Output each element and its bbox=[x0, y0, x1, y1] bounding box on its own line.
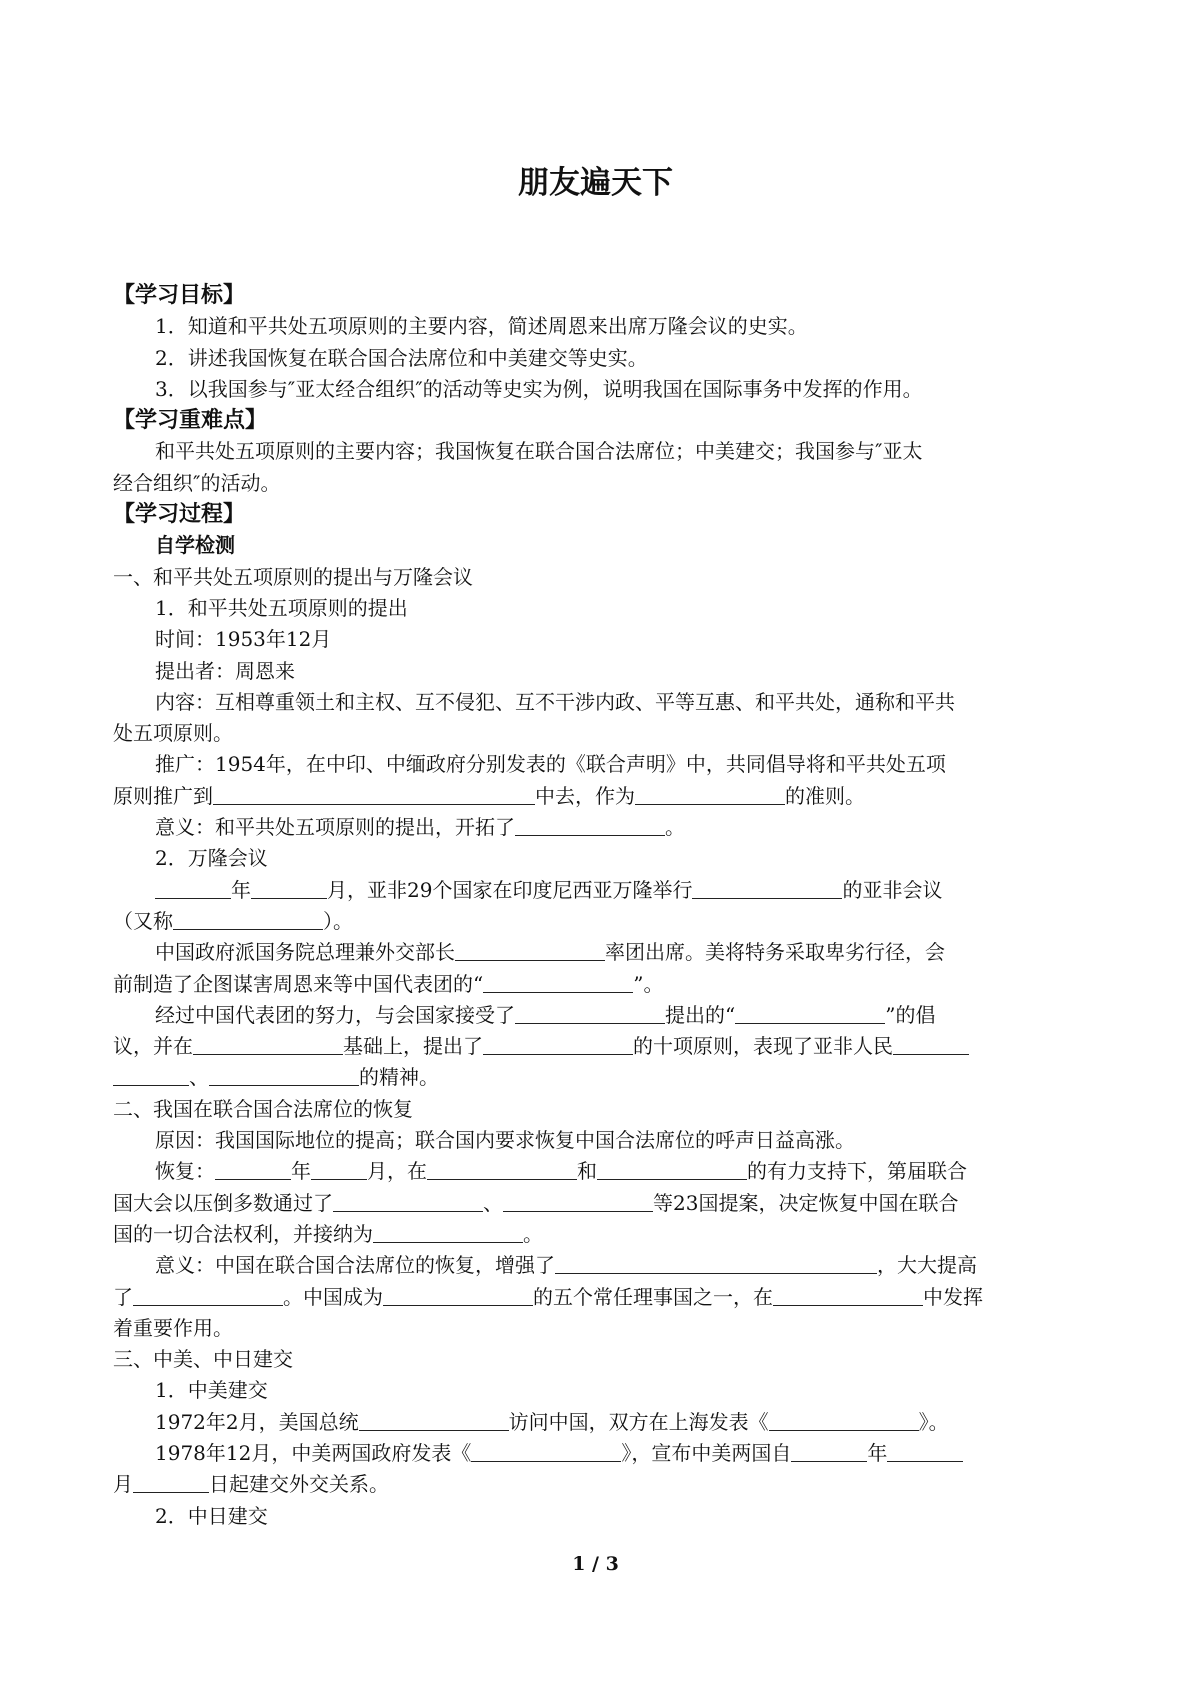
part2-restore bbox=[113, 1156, 1085, 1187]
fill-blank[interactable] bbox=[635, 783, 785, 805]
fill-blank[interactable] bbox=[113, 1064, 189, 1086]
text-segment: 日起建交外交关系。 bbox=[209, 1472, 389, 1497]
objective-item: 2．讲述我国恢复在联合国合法席位和中美建交等史实。 bbox=[155, 345, 648, 370]
part2-restore bbox=[113, 1219, 1085, 1250]
part3-sub1: 1．中美建交 bbox=[155, 1378, 268, 1403]
part1-content: 内容：互相尊重领土和主权、互不侵犯、互不干涉内政、平等互惠、和平共处，通称和平共 bbox=[155, 689, 955, 714]
page-number: 1 / 3 bbox=[572, 1553, 619, 1575]
part2-restore bbox=[113, 1188, 1085, 1219]
part2-reason: 原因：我国国际地位的提高；联合国内要求恢复中国合法席位的呼声日益高涨。 bbox=[155, 1128, 855, 1153]
text-segment: ）。 bbox=[323, 908, 353, 933]
text-segment: 、 bbox=[189, 1065, 209, 1090]
text-segment: 前制造了企图谋害周恩来等中国代表团的“ bbox=[113, 971, 484, 996]
objective-item: 1．知道和平共处五项原则的主要内容，简述周恩来出席万隆会议的史实。 bbox=[155, 314, 808, 339]
part1-content: 处五项原则。 bbox=[113, 721, 233, 746]
bandung-line bbox=[113, 1062, 1085, 1093]
text-segment: 基础上，提出了 bbox=[343, 1034, 483, 1059]
us-relations-line bbox=[113, 1407, 1085, 1438]
fill-blank[interactable] bbox=[173, 908, 323, 930]
fill-blank[interactable] bbox=[133, 1471, 209, 1493]
us-relations-line bbox=[113, 1469, 1085, 1500]
text-segment: 年 bbox=[231, 877, 251, 902]
fill-blank[interactable] bbox=[555, 1252, 877, 1274]
part3-sub2: 2．中日建交 bbox=[155, 1503, 268, 1528]
text-segment: ”的倡 bbox=[885, 1002, 936, 1027]
fill-blank[interactable] bbox=[597, 1158, 747, 1180]
bandung-line bbox=[113, 937, 1085, 968]
fill-blank[interactable] bbox=[692, 877, 842, 899]
text-segment: 月，在 bbox=[367, 1159, 427, 1184]
text-segment: 中去，作为 bbox=[535, 783, 635, 808]
fill-blank[interactable] bbox=[333, 1190, 483, 1212]
bandung-line bbox=[113, 969, 1085, 1000]
text-segment: 》，宣布中美两国自 bbox=[621, 1440, 792, 1465]
text-segment: 和 bbox=[577, 1159, 597, 1184]
text-segment: 国的一切合法权利，并接纳为 bbox=[113, 1221, 373, 1246]
fill-blank[interactable] bbox=[893, 1033, 969, 1055]
text-segment: 意义：和平共处五项原则的提出，开拓了 bbox=[155, 815, 515, 840]
text-segment: 月，亚非29个国家在印度尼西亚万隆举行 bbox=[327, 877, 693, 902]
text-segment: 提出的“ bbox=[665, 1002, 736, 1027]
keypoints-text: 和平共处五项原则的主要内容；我国恢复在联合国合法席位；中美建交；我国参与″亚太 bbox=[155, 439, 923, 464]
fill-blank[interactable] bbox=[503, 1190, 653, 1212]
text-segment: 的有力支持下，第届联合 bbox=[747, 1159, 967, 1184]
page-title: 朋友遍天下 bbox=[518, 165, 673, 201]
document-body bbox=[113, 280, 1085, 1532]
objectives-heading: 【学习目标】 bbox=[113, 283, 246, 308]
text-segment: 的十项原则，表现了亚非人民 bbox=[633, 1034, 893, 1059]
fill-blank[interactable] bbox=[193, 1033, 343, 1055]
text-segment: 的亚非会议 bbox=[842, 877, 943, 902]
text-segment: 中国政府派国务院总理兼外交部长 bbox=[155, 940, 455, 965]
fill-blank[interactable] bbox=[359, 1409, 509, 1431]
fill-blank[interactable] bbox=[773, 1284, 923, 1306]
part2-title: 二、我国在联合国合法席位的恢复 bbox=[113, 1096, 413, 1121]
part1-title: 一、和平共处五项原则的提出与万隆会议 bbox=[113, 564, 473, 589]
fill-blank[interactable] bbox=[515, 1002, 665, 1024]
keypoints-heading: 【学习重难点】 bbox=[113, 408, 268, 434]
text-segment: 的精神。 bbox=[359, 1065, 439, 1090]
fill-blank[interactable] bbox=[791, 1440, 867, 1462]
text-segment: 国大会以压倒多数通过了 bbox=[113, 1190, 333, 1215]
text-segment: 的准则。 bbox=[785, 783, 865, 808]
part2-meaning: 着重要作用。 bbox=[113, 1315, 233, 1340]
text-segment: 中发挥 bbox=[923, 1284, 983, 1309]
part1-proposer: 提出者：周恩来 bbox=[155, 658, 295, 683]
part3-title: 三、中美、中日建交 bbox=[113, 1347, 293, 1372]
us-relations-line bbox=[113, 1438, 1085, 1469]
bandung-line bbox=[113, 875, 1085, 906]
part1-promotion bbox=[113, 781, 1085, 812]
fill-blank[interactable] bbox=[373, 1221, 523, 1243]
text-segment: （又称 bbox=[113, 908, 173, 933]
part1-sub2: 2．万隆会议 bbox=[155, 846, 268, 871]
text-segment: 率团出席。美将特务采取卑劣行径，会 bbox=[605, 940, 945, 965]
text-segment: 议，并在 bbox=[113, 1034, 193, 1059]
text-segment: 》。 bbox=[918, 1409, 949, 1434]
objective-item: 3．以我国参与″亚太经合组织″的活动等史实为例，说明我国在国际事务中发挥的作用。 bbox=[155, 376, 923, 401]
text-segment: 年 bbox=[867, 1440, 888, 1465]
fill-blank[interactable] bbox=[769, 1409, 919, 1431]
part1-sub1: 1．和平共处五项原则的提出 bbox=[155, 595, 408, 620]
part1-time: 时间：1953年12月 bbox=[155, 627, 332, 652]
text-segment: 原则推广到 bbox=[113, 783, 213, 808]
fill-blank[interactable] bbox=[213, 783, 535, 805]
fill-blank[interactable] bbox=[483, 1033, 633, 1055]
part2-meaning bbox=[113, 1250, 1085, 1281]
text-segment: ，大大提高 bbox=[877, 1253, 977, 1278]
text-segment: 了 bbox=[113, 1284, 133, 1309]
bandung-line bbox=[113, 906, 1085, 937]
text-segment: 。中国成为 bbox=[283, 1284, 383, 1309]
text-segment: 恢复： bbox=[155, 1159, 215, 1184]
fill-blank[interactable] bbox=[427, 1158, 577, 1180]
text-segment: 1972年2月，美国总统 bbox=[155, 1409, 359, 1434]
fill-blank[interactable] bbox=[471, 1440, 621, 1462]
text-segment: ”。 bbox=[633, 971, 664, 996]
fill-blank[interactable] bbox=[251, 877, 327, 899]
text-segment: 访问中国，双方在上海发表《 bbox=[508, 1409, 769, 1434]
fill-blank[interactable] bbox=[155, 877, 231, 899]
fill-blank[interactable] bbox=[735, 1002, 885, 1024]
text-segment: 1978年12月，中美两国政府发表《 bbox=[155, 1440, 472, 1465]
fill-blank[interactable] bbox=[483, 971, 633, 993]
fill-blank[interactable] bbox=[215, 1158, 291, 1180]
fill-blank[interactable] bbox=[209, 1064, 359, 1086]
text-segment: 年 bbox=[291, 1159, 311, 1184]
fill-blank[interactable] bbox=[311, 1158, 367, 1180]
self-check-heading: 自学检测 bbox=[155, 533, 235, 558]
fill-blank[interactable] bbox=[515, 814, 665, 836]
text-segment: 月 bbox=[113, 1472, 133, 1497]
text-segment: 等23国提案，决定恢复中国在联合 bbox=[653, 1190, 959, 1215]
part1-meaning bbox=[113, 812, 1085, 843]
part1-promotion: 推广：1954年，在中印、中缅政府分别发表的《联合声明》中，共同倡导将和平共处五项 bbox=[155, 752, 946, 777]
text-segment: 意义：中国在联合国合法席位的恢复，增强了 bbox=[155, 1253, 555, 1278]
fill-blank[interactable] bbox=[455, 939, 605, 961]
keypoints-text: 经合组织″的活动。 bbox=[113, 470, 281, 495]
part2-meaning bbox=[113, 1282, 1085, 1313]
bandung-line bbox=[113, 1031, 1085, 1062]
text-segment: 。 bbox=[665, 815, 685, 840]
fill-blank[interactable] bbox=[887, 1440, 963, 1462]
text-segment: 、 bbox=[483, 1190, 503, 1215]
process-heading: 【学习过程】 bbox=[113, 502, 246, 528]
fill-blank[interactable] bbox=[133, 1284, 283, 1306]
text-segment: 的五个常任理事国之一，在 bbox=[533, 1284, 773, 1309]
text-segment: 。 bbox=[523, 1221, 543, 1246]
bandung-line bbox=[113, 1000, 1085, 1031]
fill-blank[interactable] bbox=[383, 1284, 533, 1306]
text-segment: 经过中国代表团的努力，与会国家接受了 bbox=[155, 1002, 515, 1027]
